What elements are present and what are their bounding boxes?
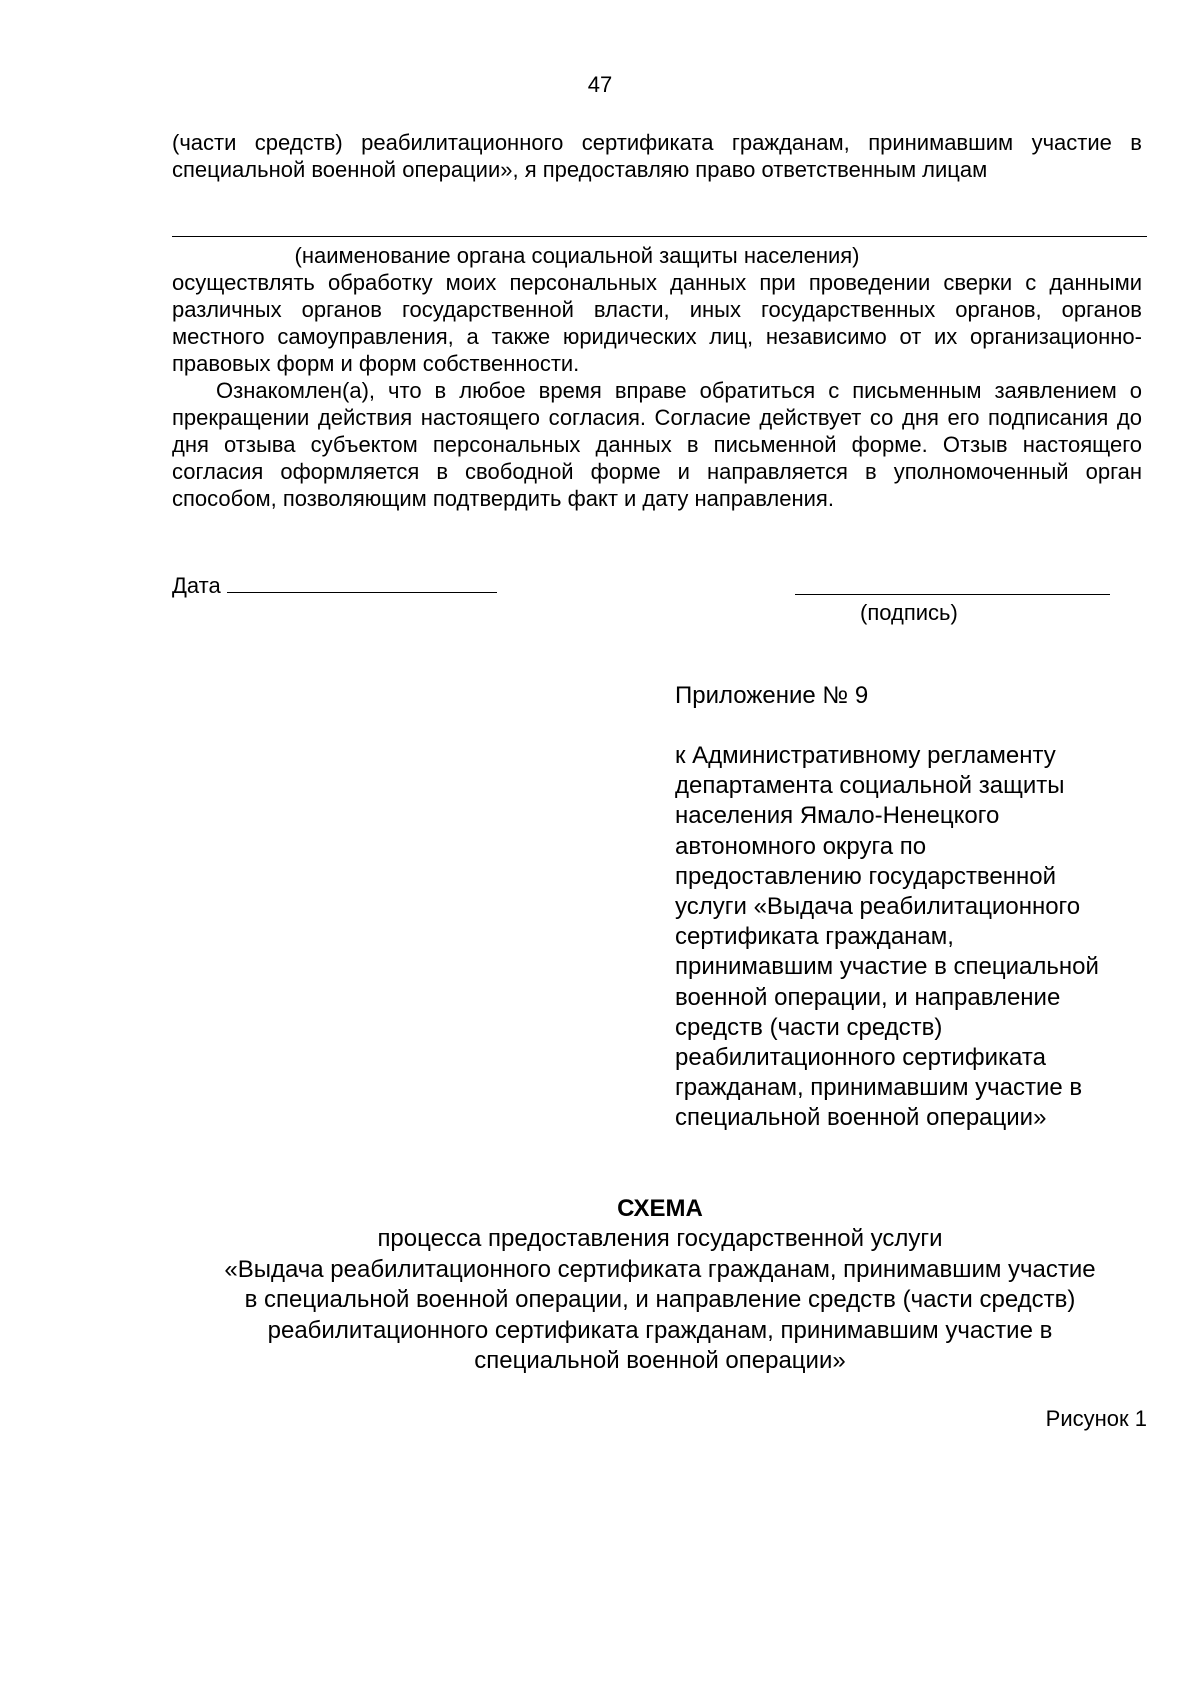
scheme-title: СХЕМА xyxy=(617,1195,703,1222)
appendix-line: средств (части средств) xyxy=(675,1013,943,1041)
signature-caption: (подпись) xyxy=(860,600,958,625)
appendix-line: автономного округа по xyxy=(675,832,927,860)
figure-label: Рисунок 1 xyxy=(1045,1406,1147,1431)
page-number: 47 xyxy=(587,72,613,97)
scheme-line: процесса предоставления государственной услуги xyxy=(377,1225,943,1252)
consent-paragraph: осуществлять обработку моих персональных данных при проведении сверки с данными различных органов государственной власти, иных государственных органов, органов местного самоуправления, а также юридических лиц, независимо от их организационно-правовых форм и форм собственности. xyxy=(172,270,1142,376)
authority-name-caption: (наименование органа социальной защиты населения) xyxy=(294,243,860,268)
appendix-line: услуги «Выдача реабилитационного xyxy=(675,893,1081,921)
scheme-line: реабилитационного сертификата гражданам, принимавшим участие в xyxy=(267,1316,1053,1344)
appendix-line: реабилитационного сертификата xyxy=(675,1044,1046,1072)
appendix-line: военной операции, и направление xyxy=(675,983,1061,1011)
appendix-line: к Административному регламенту xyxy=(675,742,1056,769)
scheme-line: специальной военной операции» xyxy=(474,1347,846,1374)
scheme-subtitle xyxy=(175,1224,1145,1377)
appendix-line: предоставлению государственной xyxy=(675,862,1057,890)
appendix-line: сертификата гражданам, xyxy=(675,923,954,951)
appendix-line: населения Ямало-Ненецкого xyxy=(675,802,1000,830)
appendix-title: Приложение № 9 xyxy=(675,682,869,709)
signature-blank-line xyxy=(795,574,1110,595)
scheme-line: «Выдача реабилитационного сертификата гражданам, принимавшим участие xyxy=(224,1255,1096,1283)
appendix-line: принимавшим участие в специальной xyxy=(675,953,1099,981)
appendix-reference xyxy=(675,741,1145,1134)
consent-paragraph: Ознакомлен(а), что в любое время вправе обратиться с письменным заявлением о прекращении действия настоящего согласия. Согласие действует со дня его подписания до дня отзыва субъектом персональных данных в письменной форме. Отзыв настоящего согласия оформляется в свободной форме и направляется в уполномоченный орган способом, позволяющим подтвердить факт и дату направления. xyxy=(172,378,1142,511)
date-label: Дата xyxy=(172,573,221,598)
intro-paragraph: (части средств) реабилитационного сертификата гражданам, принимавшим участие в специальной военной операции», я предоставляю право ответственным лицам xyxy=(172,130,1142,182)
appendix-line: специальной военной операции» xyxy=(675,1104,1047,1132)
consent-text xyxy=(172,269,1142,512)
date-field xyxy=(172,572,497,599)
authority-name-line xyxy=(172,236,1147,237)
scheme-line: в специальной военной операции, и направление средств (части средств) xyxy=(244,1286,1076,1313)
appendix-line: департамента социальной защиты xyxy=(675,772,1065,800)
appendix-line: гражданам, принимавшим участие в xyxy=(675,1074,1083,1102)
date-blank-line xyxy=(227,572,497,593)
